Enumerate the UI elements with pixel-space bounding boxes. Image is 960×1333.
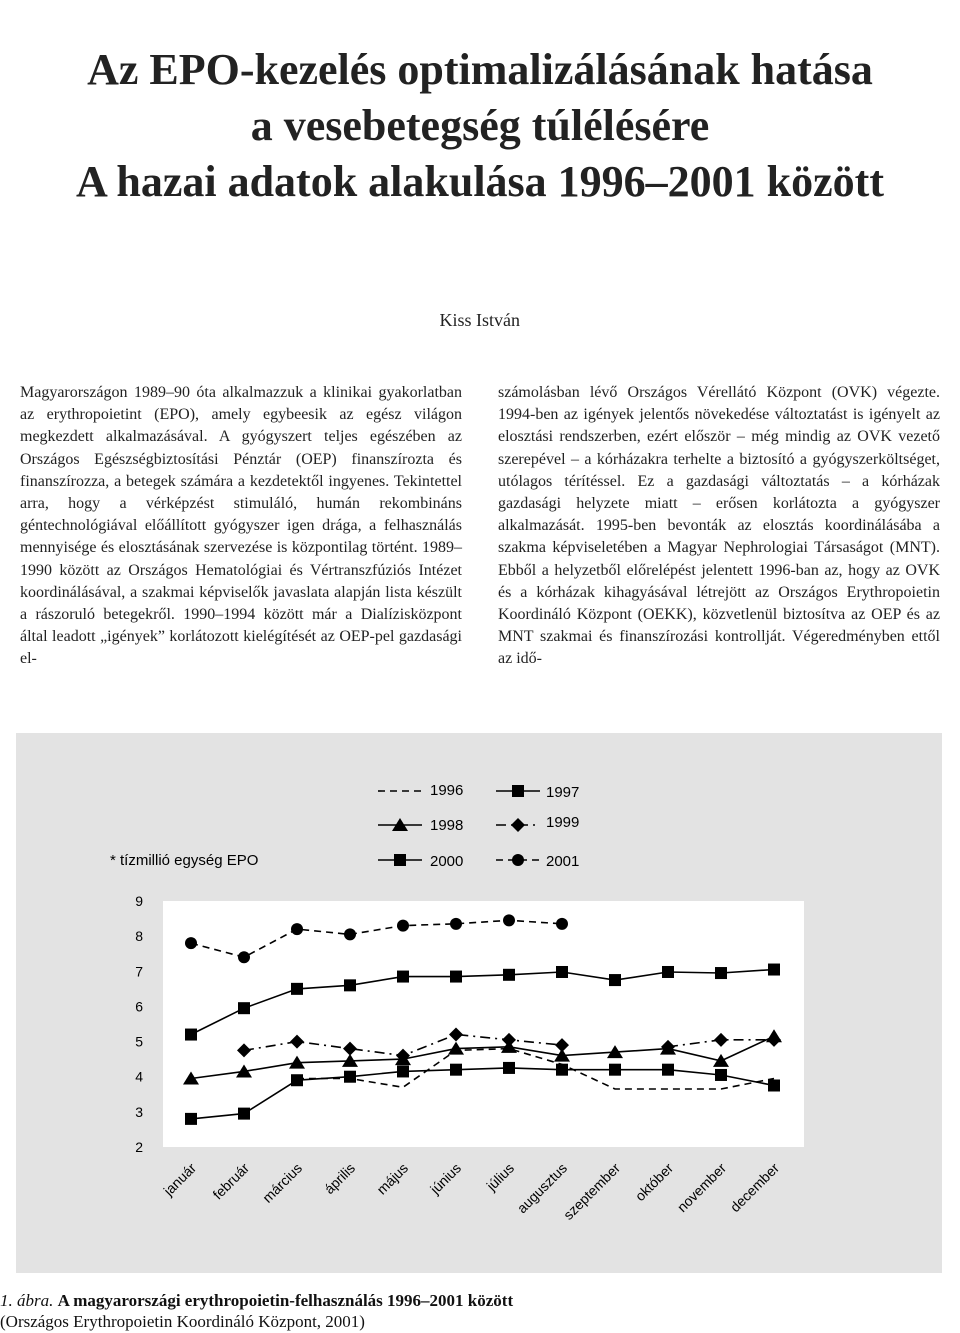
data-point [556, 966, 568, 978]
data-point [397, 920, 409, 932]
x-tick-label: december [726, 1159, 783, 1216]
data-point [715, 967, 727, 979]
legend-label: 1996 [430, 782, 464, 799]
data-point [185, 1113, 197, 1125]
data-point [238, 1002, 250, 1014]
data-point [768, 964, 780, 976]
data-point [512, 854, 524, 866]
data-point [394, 854, 406, 866]
epo-usage-chart [16, 733, 942, 1273]
legend-label: 1998 [430, 817, 464, 834]
x-tick-label: november [673, 1159, 730, 1216]
author-name: Kiss István [439, 310, 520, 330]
x-tick-label: október [631, 1159, 677, 1205]
y-tick-label: 2 [135, 1139, 143, 1155]
figure-caption [0, 1290, 960, 1332]
data-point [450, 1064, 462, 1076]
data-point [556, 1064, 568, 1076]
data-point [556, 918, 568, 930]
title-line-3: A hazai adatok alakulása 1996–2001 között [76, 157, 884, 206]
data-point [609, 1064, 621, 1076]
title-line-2: a vesebetegség túlélésére [250, 101, 710, 150]
y-axis-label: * tízmillió egység EPO [110, 852, 259, 869]
data-point [344, 1071, 356, 1083]
legend-label: 2000 [430, 853, 464, 870]
data-point [715, 1069, 727, 1081]
data-point [291, 923, 303, 935]
figure-source: (Országos Erythropoietin Koordináló Központ, 2001) [0, 1312, 365, 1331]
data-point [344, 979, 356, 991]
data-point [768, 1080, 780, 1092]
legend-label: 1997 [546, 784, 580, 801]
title-line-1: Az EPO-kezelés optimalizálásának hatása [87, 45, 873, 94]
y-tick-label: 4 [135, 1068, 143, 1085]
y-tick-label: 6 [135, 998, 143, 1015]
data-point [291, 983, 303, 995]
data-point [450, 918, 462, 930]
data-point [450, 971, 462, 983]
data-point [511, 818, 525, 832]
y-tick-label: 9 [135, 893, 143, 909]
data-point [503, 1062, 515, 1074]
figure-panel [16, 733, 942, 1273]
data-point [238, 1108, 250, 1120]
body-left-column: Magyarországon 1989–90 óta alkalmazzuk a klinikai gyakorlatban az erythropoietint (EPO), amely egybeesik az egész világon megkezdett alkalmazásával. A gyógyszert teljes egészében az Országos Egészségbiztosítási Pénztár (OEP) finanszírozta és finanszírozza, a betegek számára a kezdetektől ingyenes. Tekintettel arra, hogy a vérképzést stimuláló, humán rekombináns géntechnológiával előállított gyógyszer igen drága, a felhasználás mennyisége és elosztásának szervezése is központilag történt. 1989–1990 között az Országos Hematológiai és Vértranszfúziós Intézet koordinálásával, a szakmai képviselők javaslata alapján lista készült a rászoruló betegekről. 1990–1994 között már a Dialízisközpont által leadott „igények” korlátozott kielégítését az OEP-pel gazdasági el- [20, 384, 462, 668]
x-tick-label: január [160, 1159, 200, 1199]
page-title [0, 42, 960, 210]
legend-label: 2001 [546, 853, 580, 870]
x-tick-label: június [426, 1159, 465, 1197]
data-point [662, 1064, 674, 1076]
data-point [185, 1029, 197, 1041]
figure-title: A magyarországi erythropoietin-felhasználás 1996–2001 között [57, 1291, 514, 1310]
body-right-column: számolásban lévő Országos Vérellátó Központ (OVK) végezte. 1994-ben az igények jelentős növekedése változtatást is igényelt az elosztási rendszerben, ezért először – még mindig az OVK vezető szerepével – a kórházakra terhelte a biztosító a gyógyszerköltséget, utólagos térítéssel. Ez a gazdasági változtatás – a kórházak gazdasági helyzete miatt – erősen korlátozta a gyógyszer alkalmazását. 1995-ben bevonták az elosztás koordinálásába a szakma képviseletében a Magyar Nephrologiai Társaságot (MNT). Ebből a helyzetből előrelépést jelentett 1996-ban az, hogy az OVK és a kórházak kihagyásával létrejött az Országos Erythropoietin Koordináló Központ (OEKK), közvetlenül biztosítva az OEP és az MNT szakmai és finanszírozási kontrollját. Végeredményben ettől az idő- [498, 384, 940, 668]
data-point [291, 1074, 303, 1086]
figure-label: 1. ábra. [0, 1291, 54, 1310]
x-tick-label: július [483, 1159, 518, 1194]
data-point [503, 914, 515, 926]
legend-label: 1999 [546, 814, 580, 831]
data-point [344, 928, 356, 940]
data-point [609, 974, 621, 986]
data-point [512, 785, 524, 797]
x-tick-label: április [320, 1159, 359, 1197]
y-tick-label: 5 [135, 1033, 143, 1050]
x-tick-label: február [209, 1159, 253, 1203]
data-point [503, 969, 515, 981]
x-tick-label: március [259, 1159, 306, 1206]
y-tick-label: 8 [135, 928, 143, 945]
data-point [238, 951, 250, 963]
x-tick-label: augusztus [513, 1159, 571, 1217]
y-tick-label: 3 [135, 1103, 143, 1120]
y-tick-label: 7 [135, 963, 143, 980]
plot-area [163, 901, 804, 1147]
data-point [185, 937, 197, 949]
data-point [397, 1065, 409, 1077]
x-tick-label: szeptember [560, 1159, 624, 1223]
data-point [662, 966, 674, 978]
x-tick-label: május [373, 1159, 412, 1198]
data-point [397, 971, 409, 983]
